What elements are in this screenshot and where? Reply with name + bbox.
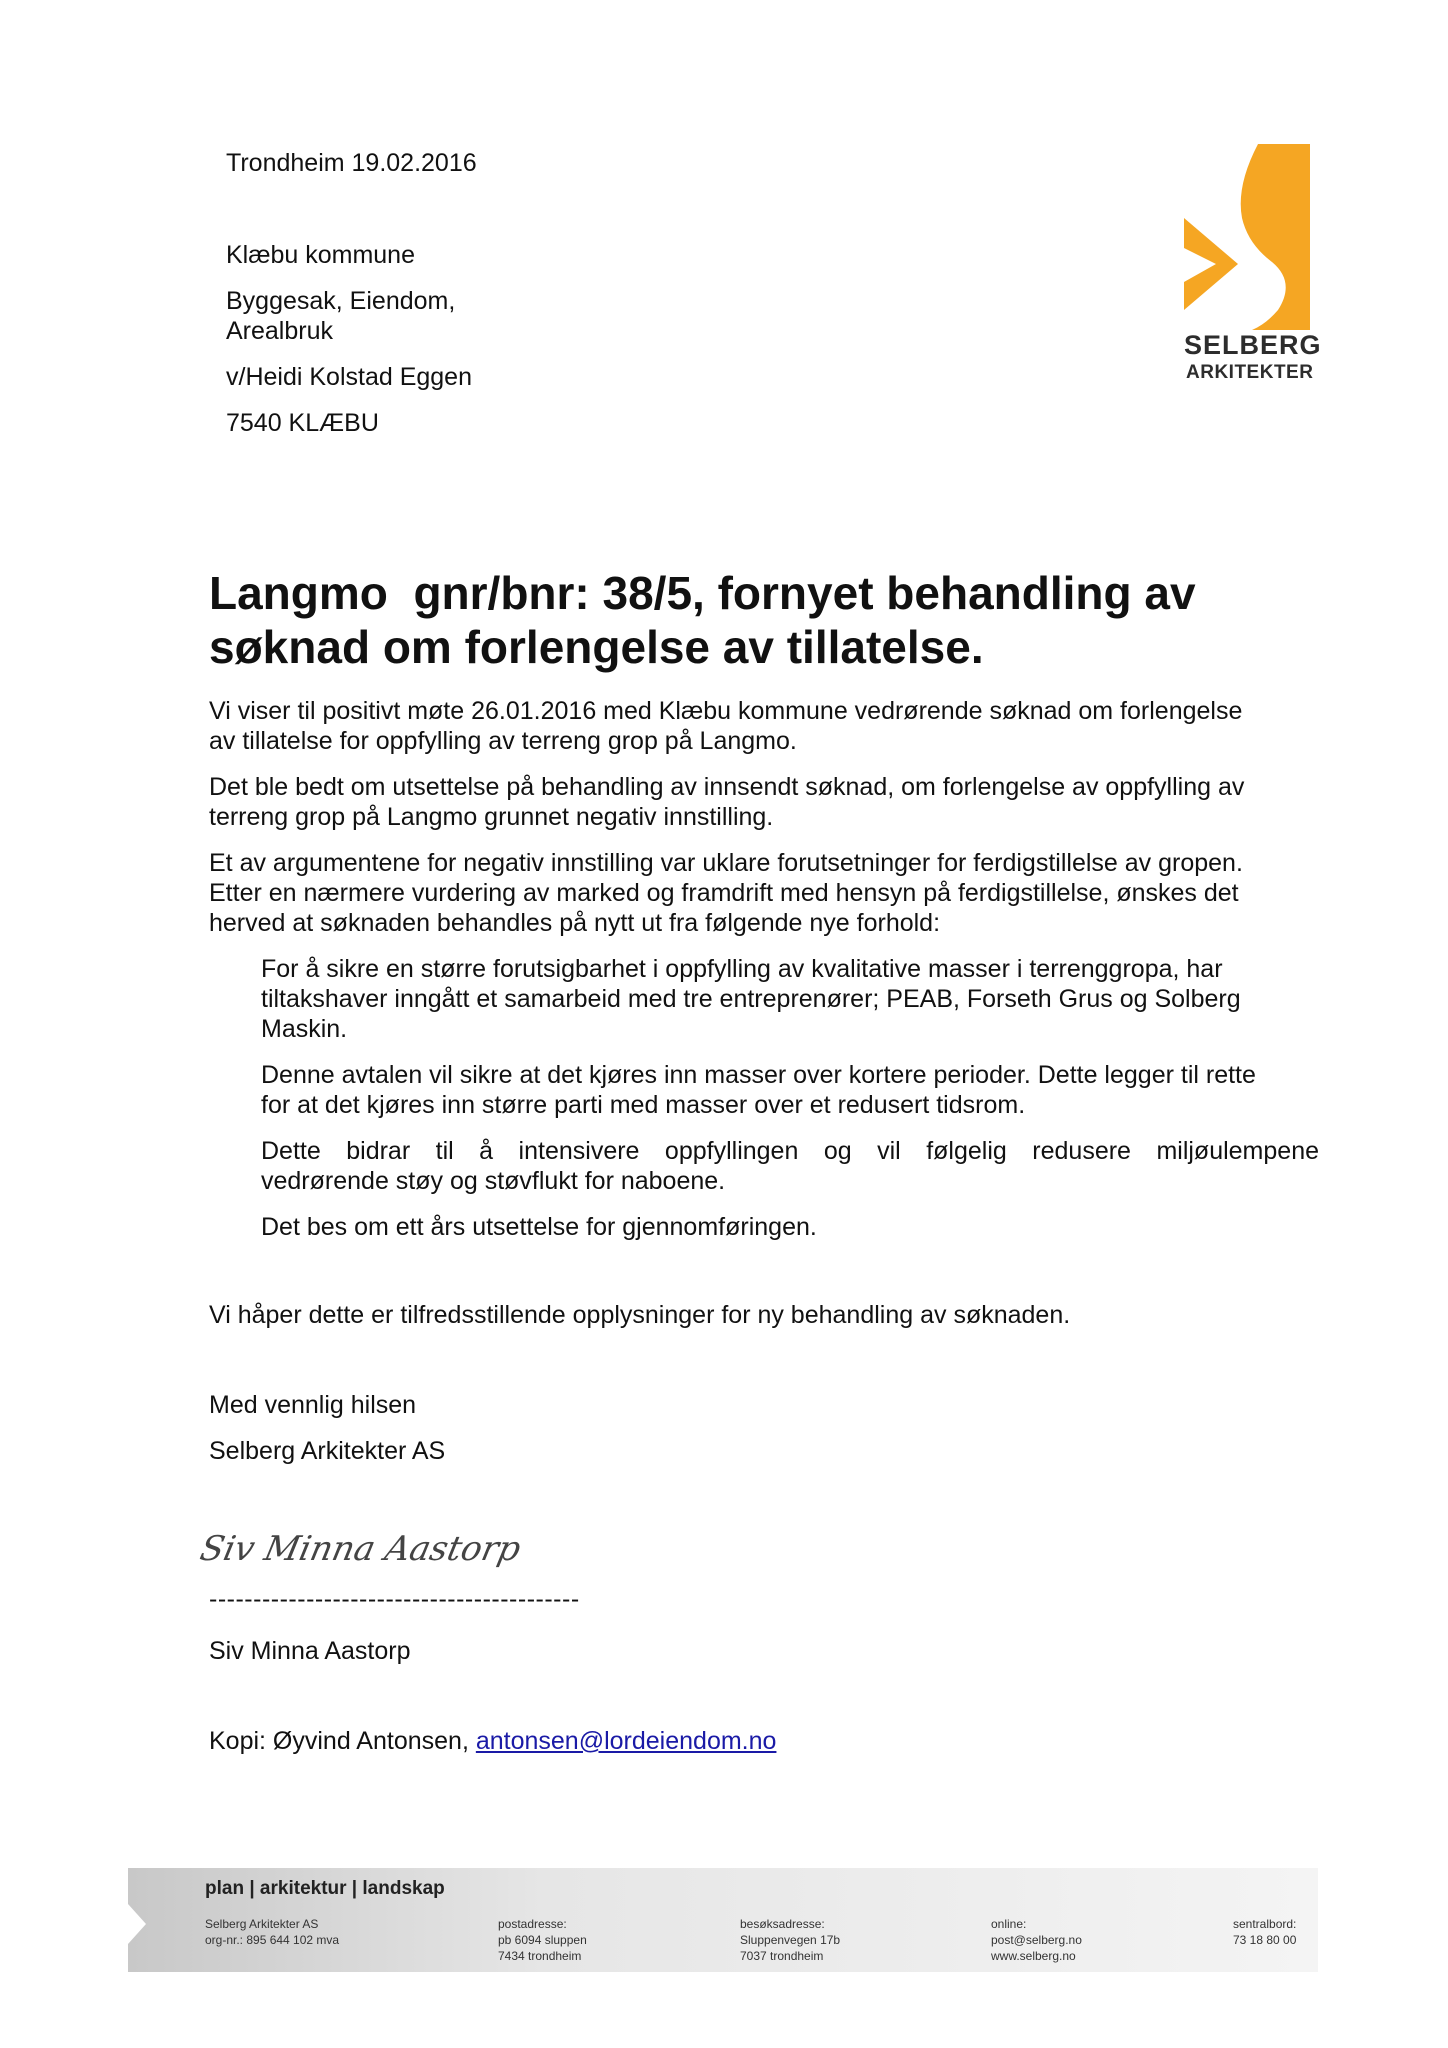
selberg-logo-icon — [1180, 140, 1310, 330]
i1-line1: For å sikre en større forutsigbarhet i oppfylling av kvalitative masser i terrenggropa, har — [261, 955, 1223, 983]
paragraph-1 — [209, 696, 1319, 756]
closing-paragraph: Vi håper dette er tilfredsstillende opplysninger for ny behandling av søknaden. — [209, 1301, 1071, 1329]
footer-online-web[interactable]: www.selberg.no — [991, 1949, 1076, 1963]
footer-postal-line2: 7434 trondheim — [498, 1949, 582, 1963]
signer-name: Siv Minna Aastorp — [209, 1637, 411, 1665]
copy-prefix: Kopi: Øyvind Antonsen, — [209, 1727, 476, 1755]
i2-line2: for at det kjøres inn større parti med masser over et redusert tidsrom. — [261, 1091, 1026, 1119]
greeting: Med vennlig hilsen — [209, 1391, 417, 1419]
i1-line3: Maskin. — [261, 1015, 348, 1043]
recipient-dept-line1: Byggesak, Eiendom, — [226, 287, 456, 315]
signature-icon — [196, 1520, 525, 1580]
footer-visit-line2: 7037 trondheim — [740, 1949, 824, 1963]
copy-email-link[interactable]: antonsen@lordeiendom.no — [475, 1727, 777, 1755]
indent-paragraph-2 — [261, 1060, 1319, 1120]
company-name: Selberg Arkitekter AS — [209, 1437, 446, 1465]
paragraph-2 — [209, 772, 1319, 832]
signature-line: ------------------------------------------ — [209, 1585, 580, 1613]
recipient-postal: 7540 KLÆBU — [226, 409, 379, 437]
footer-visit-line1: Sluppenvegen 17b — [740, 1933, 841, 1947]
i3-line2: vedrørende støy og støvflukt for naboene. — [261, 1167, 726, 1195]
footer-phone-label: sentralbord: — [1233, 1917, 1297, 1931]
i1-line2: tiltakshaver inngått et samarbeid med tre entreprenører; PEAB, Forseth Grus og Solberg — [261, 985, 1241, 1013]
paragraph-3 — [209, 848, 1319, 938]
footer-online — [991, 1916, 1082, 1964]
i4-line1: Det bes om ett års utsettelse for gjennomføringen. — [261, 1213, 817, 1241]
p2-line2: terreng grop på Langmo grunnet negativ innstilling. — [209, 803, 774, 831]
logo-line1: SELBERG — [1184, 330, 1322, 360]
date-line: Trondheim 19.02.2016 — [226, 149, 477, 177]
recipient-attention: v/Heidi Kolstad Eggen — [226, 363, 472, 391]
letter-heading — [209, 566, 1359, 674]
footer-phone-number: 73 18 80 00 — [1233, 1933, 1297, 1947]
footer-postal-line1: pb 6094 sluppen — [498, 1933, 587, 1947]
footer-bar — [128, 1868, 1318, 1972]
signature-text: Siv Minna Aastorp — [196, 1529, 525, 1569]
selberg-logo — [1180, 140, 1322, 383]
logo-line2: ARKITEKTER — [1186, 362, 1314, 383]
indent-paragraph-3 — [261, 1136, 1319, 1196]
footer-org-nr: org-nr.: 895 644 102 mva — [205, 1933, 340, 1947]
heading-line2: søknad om forlengelse av tillatelse. — [209, 621, 984, 673]
i3-line1: Dette bidrar til å intensivere oppfyllingen og vil følgelig redusere miljøulempene — [261, 1137, 1319, 1165]
i2-line1: Denne avtalen vil sikre at det kjøres inn masser over kortere perioder. Dette legger til rette — [261, 1061, 1256, 1089]
recipient-dept-line2: Arealbruk — [226, 317, 333, 345]
footer-visit — [740, 1916, 840, 1964]
footer-online-email[interactable]: post@selberg.no — [991, 1933, 1082, 1947]
footer-online-label: online: — [991, 1917, 1027, 1931]
footer-company-name: Selberg Arkitekter AS — [205, 1917, 319, 1931]
indent-paragraph-1 — [261, 954, 1319, 1044]
footer-postal-label: postadresse: — [498, 1917, 567, 1931]
recipient-org: Klæbu kommune — [226, 241, 415, 269]
handwritten-signature — [196, 1520, 525, 1580]
p1-line2: av tillatelse for oppfylling av terreng grop på Langmo. — [209, 727, 797, 755]
footer-phone — [1233, 1916, 1296, 1948]
copy-line — [209, 1726, 1319, 1756]
p3-line3: herved at søknaden behandles på nytt ut fra følgende nye forhold: — [209, 909, 941, 937]
footer-company — [205, 1916, 339, 1948]
heading-line1: Langmo gnr/bnr: 38/5, fornyet behandling av — [209, 567, 1196, 619]
p1-line1: Vi viser til positivt møte 26.01.2016 med Klæbu kommune vedrørende søknad om forlengelse — [209, 697, 1243, 725]
p3-line2: Etter en nærmere vurdering av marked og framdrift med hensyn på ferdigstillelse, ønskes det — [209, 879, 1239, 907]
p2-line1: Det ble bedt om utsettelse på behandling av innsendt søknad, om forlengelse av oppfylling av — [209, 773, 1245, 801]
footer-postal — [498, 1916, 587, 1964]
footer-tagline: plan | arkitektur | landskap — [205, 1878, 445, 1899]
footer-visit-label: besøksadresse: — [740, 1917, 825, 1931]
indent-paragraph-4 — [261, 1212, 1319, 1242]
p3-line1: Et av argumentene for negativ innstilling var uklare forutsetninger for ferdigstillelse av gropen. — [209, 849, 1243, 877]
